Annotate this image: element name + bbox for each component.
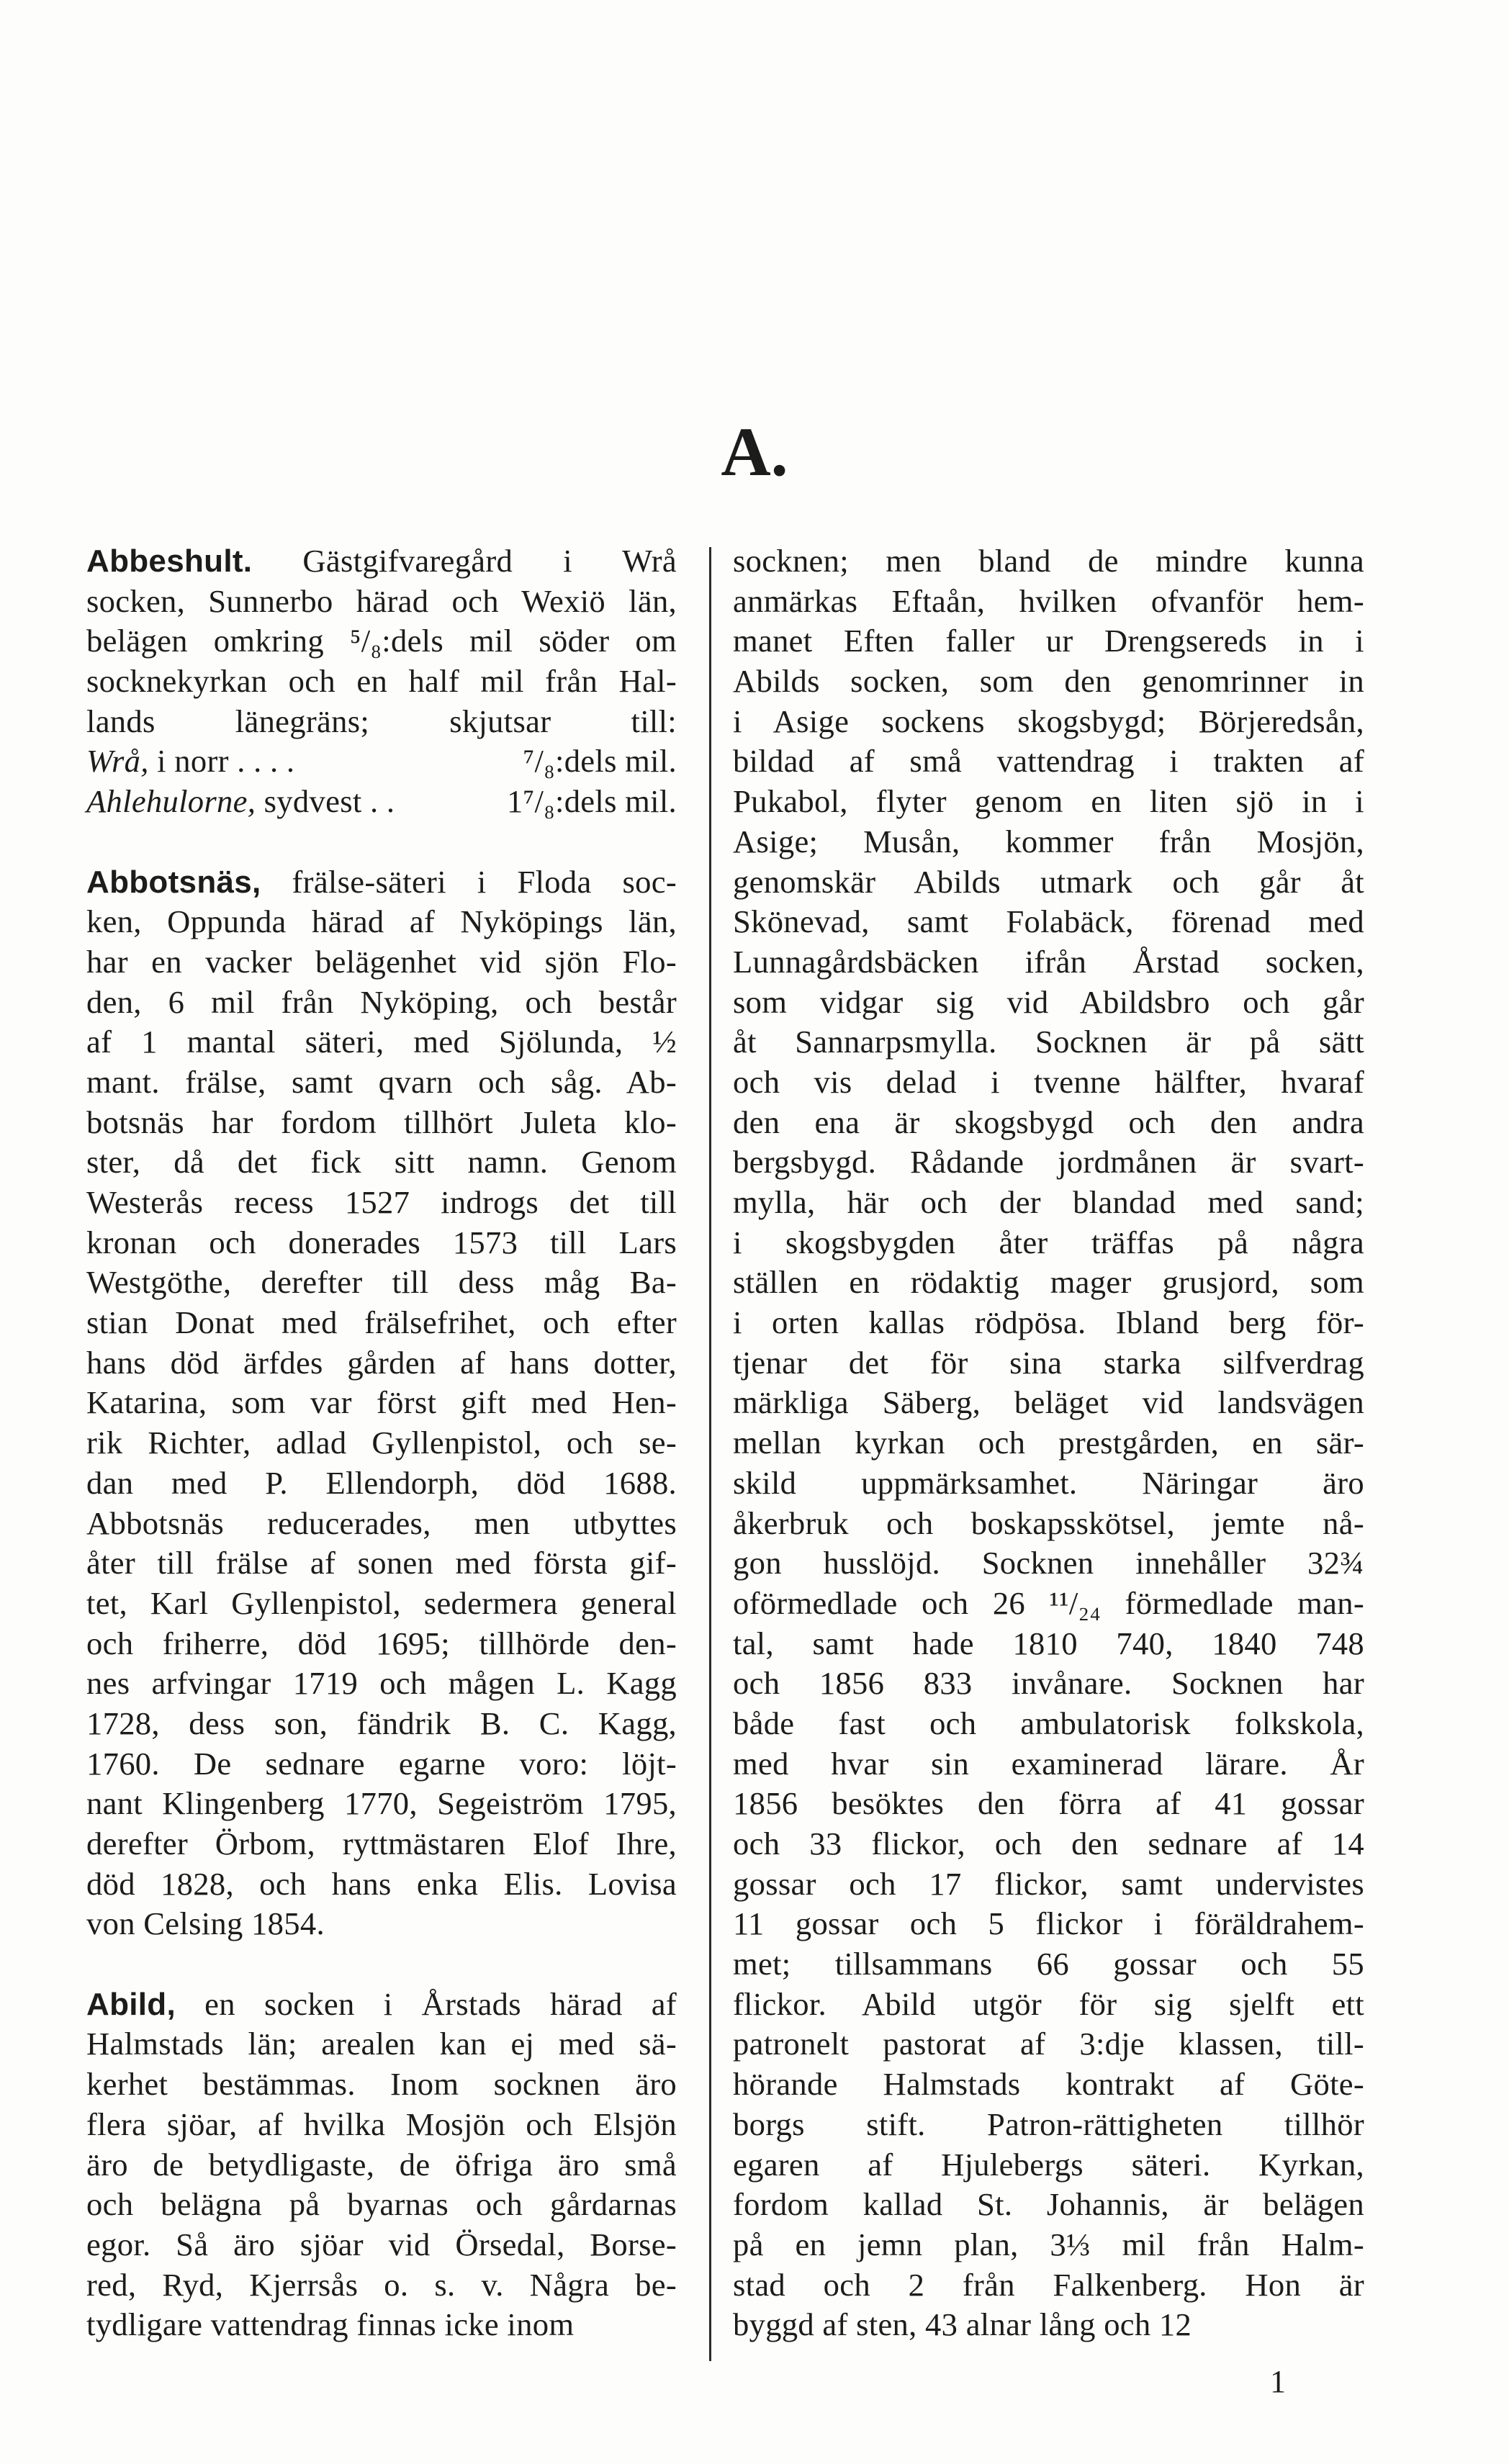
entry-text: Gästgifvaregård i Wrå xyxy=(252,543,677,579)
entry-text: en socken i Årstads härad af xyxy=(176,1985,677,2022)
text-line: gossar och 17 flickor, samt undervistes xyxy=(733,1865,1364,1902)
text-line: rik Richter, adlad Gyllenpistol, och se- xyxy=(86,1425,677,1461)
text-line: 11 gossar och 5 flickor i föräldrahem- xyxy=(733,1905,1364,1942)
text-line: Asige; Musån, kommer från Mosjön, xyxy=(733,823,1364,859)
text-line: lands länegräns; skjutsar till: xyxy=(86,703,677,739)
text-line: ställen en rödaktig mager grusjord, som xyxy=(733,1264,1364,1301)
text-line: äro de betydligaste, de öfriga äro små xyxy=(86,2146,677,2183)
text-line: i skogsbygden åter träffas på några xyxy=(733,1224,1364,1260)
text-line: och friherre, död 1695; tillhörde den- xyxy=(86,1625,677,1661)
distance-destination xyxy=(86,741,294,782)
text-line: socknekyrkan och en half mil från Hal- xyxy=(86,663,677,700)
text-line: 1728, dess son, fändrik B. C. Kagg, xyxy=(86,1705,677,1741)
entry-lemma: Abild, xyxy=(86,1986,176,2022)
text-line: borgs stift. Patron-rättigheten tillhör xyxy=(733,2106,1364,2142)
distance-value: 1⁷/₈:dels mil. xyxy=(507,783,677,820)
text-line: i orten kallas rödpösa. Ibland berg för- xyxy=(733,1304,1364,1341)
distance-value: ⁷/₈:dels mil. xyxy=(523,743,677,780)
text-line: met; tillsammans 66 gossar och 55 xyxy=(733,1946,1364,1982)
text-line: nant Klingenberg 1770, Segeiström 1795, xyxy=(86,1785,677,1822)
page-heading: A. xyxy=(721,413,788,490)
text-line: Lunnagårdsbäcken ifrån Årstad socken, xyxy=(733,943,1364,980)
text-line: af 1 mantal säteri, med Sjölunda, ½ xyxy=(86,1024,677,1060)
text-line: flickor. Abild utgör för sig sjelft ett xyxy=(733,1985,1364,2022)
text-line: Westerås recess 1527 indrogs det till xyxy=(86,1184,677,1220)
text-line: kronan och donerades 1573 till Lars xyxy=(86,1224,677,1260)
text-line: tydligare vattendrag finnas icke inom xyxy=(86,2306,575,2343)
text-line: manet Eften faller ur Drengsereds in i xyxy=(733,623,1364,659)
entry-abbeshult xyxy=(86,541,677,822)
text-line: och vis delad i tvenne hälfter, hvaraf xyxy=(733,1063,1364,1100)
text-line: flera sjöar, af hvilka Mosjön och Elsjön xyxy=(86,2106,677,2142)
text-line: nes arfvingar 1719 och mågen L. Kagg xyxy=(86,1665,677,1702)
text-line: fordom kallad St. Johannis, är belägen xyxy=(733,2186,1364,2223)
text-line: och 33 flickor, och den sednare af 14 xyxy=(733,1826,1364,1861)
column-divider xyxy=(709,547,711,2361)
text-line: gon husslöjd. Socknen innehåller 32¾ xyxy=(733,1545,1364,1581)
text-line: botsnäs har fordom tillhört Juleta klo- xyxy=(86,1104,677,1140)
text-line: byggd af sten, 43 alnar lång och 12 xyxy=(733,2306,1192,2343)
text-line: den ena är skogsbygd och den andra xyxy=(733,1104,1364,1140)
text-line: och 1856 833 invånare. Socknen har xyxy=(733,1665,1364,1702)
text-line: patronelt pastorat af 3:dje klassen, till- xyxy=(733,2026,1364,2062)
text-line: hans död ärfdes gården af hans dotter, xyxy=(86,1344,677,1381)
distance-destination xyxy=(86,782,395,822)
text-line: och belägna på byarnas och gårdarnas xyxy=(86,2186,677,2223)
text-line: hörande Halmstads kontrakt af Göte- xyxy=(733,2066,1364,2103)
text-line: stian Donat med frälsefrihet, och efter xyxy=(86,1304,677,1341)
text-line: egor. Så äro sjöar vid Örsedal, Borse- xyxy=(86,2226,677,2262)
text-line: Katarina, som var först gift med Hen- xyxy=(86,1384,677,1421)
text-line: 1856 besöktes den förra af 41 gossar xyxy=(733,1785,1364,1822)
text-line: egaren af Hjulebergs säteri. Kyrkan, xyxy=(733,2146,1364,2183)
distance-row xyxy=(86,782,677,822)
distance-place: Wrå, xyxy=(86,743,149,780)
text-line: åt Sannarpsmylla. Socknen är på sätt xyxy=(733,1024,1364,1060)
text-line: död 1828, och hans enka Elis. Lovisa xyxy=(86,1865,677,1902)
text-line: von Celsing 1854. xyxy=(86,1905,325,1942)
text-line: kerhet bestämmas. Inom socknen äro xyxy=(86,2066,677,2103)
distance-place: Ahlehulorne, xyxy=(86,783,256,820)
text-line: Pukabol, flyter genom en liten sjö in i xyxy=(733,783,1364,820)
text-line: red, Ryd, Kjerrsås o. s. v. Några be- xyxy=(86,2266,677,2303)
text-line: socknen; men bland de mindre kunna xyxy=(733,543,1364,579)
text-line: skild uppmärksamhet. Näringar äro xyxy=(733,1464,1364,1501)
entry-abbotsnas xyxy=(86,862,677,1945)
text-line: ster, då det fick sitt namn. Genom xyxy=(86,1144,677,1181)
text-line xyxy=(86,1985,677,2025)
text-line: derefter Örbom, ryttmästaren Elof Ihre, xyxy=(86,1826,677,1861)
text-line xyxy=(86,541,677,582)
text-line: den, 6 mil från Nyköping, och består xyxy=(86,983,677,1020)
text-line: mant. frälse, samt qvarn och såg. Ab- xyxy=(86,1063,677,1100)
text-line: 1760. De sednare egarne voro: löjt- xyxy=(86,1745,677,1782)
right-column xyxy=(733,541,1364,2345)
text-line: i Asige sockens skogsbygd; Börjeredsån, xyxy=(733,703,1364,739)
text-line: Skönevad, samt Folabäck, förenad med xyxy=(733,903,1364,940)
text-line: belägen omkring ⁵/₈:dels mil söder om xyxy=(86,623,677,659)
text-line: har en vacker belägenhet vid sjön Flo- xyxy=(86,943,677,980)
text-line: som vidgar sig vid Abildsbro och går xyxy=(733,983,1364,1020)
text-line: åter till frälse af sonen med första gif- xyxy=(86,1545,677,1581)
text-line: tal, samt hade 1810 740, 1840 748 xyxy=(733,1625,1364,1661)
entry-lemma: Abbeshult. xyxy=(86,543,253,579)
entry-lemma: Abbotsnäs, xyxy=(86,864,261,900)
text-line: Abbotsnäs reducerades, men utbyttes xyxy=(86,1504,677,1541)
text-line: tet, Karl Gyllenpistol, sedermera general xyxy=(86,1584,677,1621)
text-line: bildad af små vattendrag i trakten af xyxy=(733,743,1364,780)
distance-direction: sydvest . . xyxy=(256,783,395,820)
text-line: mellan kyrkan och prestgården, en sär- xyxy=(733,1425,1364,1461)
text-line: märkliga Säberg, beläget vid landsvägen xyxy=(733,1384,1364,1421)
text-line: oförmedlade och 26 ¹¹/₂₄ förmedlade man- xyxy=(733,1584,1364,1621)
text-line: dan med P. Ellendorph, död 1688. xyxy=(86,1464,677,1501)
text-line: tjenar det för sina starka silfverdrag xyxy=(733,1344,1364,1381)
text-line: mylla, här och der blandad med sand; xyxy=(733,1184,1364,1220)
text-line: med hvar sin examinerad lärare. År xyxy=(733,1745,1364,1782)
page-number: 1 xyxy=(1270,2364,1286,2399)
text-line: Halmstads län; arealen kan ej med sä- xyxy=(86,2026,677,2062)
text-line: åkerbruk och boskapsskötsel, jemte nå- xyxy=(733,1504,1364,1541)
text-line xyxy=(86,862,677,903)
text-line: Abilds socken, som den genomrinner in xyxy=(733,663,1364,700)
entry-text: frälse-säteri i Floda soc- xyxy=(261,863,677,900)
text-line: Westgöthe, derefter till dess måg Ba- xyxy=(86,1264,677,1301)
text-line: ken, Oppunda härad af Nyköpings län, xyxy=(86,903,677,940)
distance-row xyxy=(86,741,677,782)
left-column xyxy=(86,541,677,2345)
text-line: på en jemn plan, 3⅓ mil från Halm- xyxy=(733,2226,1364,2262)
text-line: anmärkas Eftaån, hvilken ofvanför hem- xyxy=(733,582,1364,619)
text-line: stad och 2 från Falkenberg. Hon är xyxy=(733,2266,1364,2303)
text-line: genomskär Abilds utmark och går åt xyxy=(733,863,1364,900)
text-line: socken, Sunnerbo härad och Wexiö län, xyxy=(86,582,677,619)
entry-abild xyxy=(86,1985,677,2345)
distance-direction: i norr . . . . xyxy=(148,743,295,780)
text-line: bergsbygd. Rådande jordmånen är svart- xyxy=(733,1144,1364,1181)
text-line: både fast och ambulatorisk folkskola, xyxy=(733,1705,1364,1741)
